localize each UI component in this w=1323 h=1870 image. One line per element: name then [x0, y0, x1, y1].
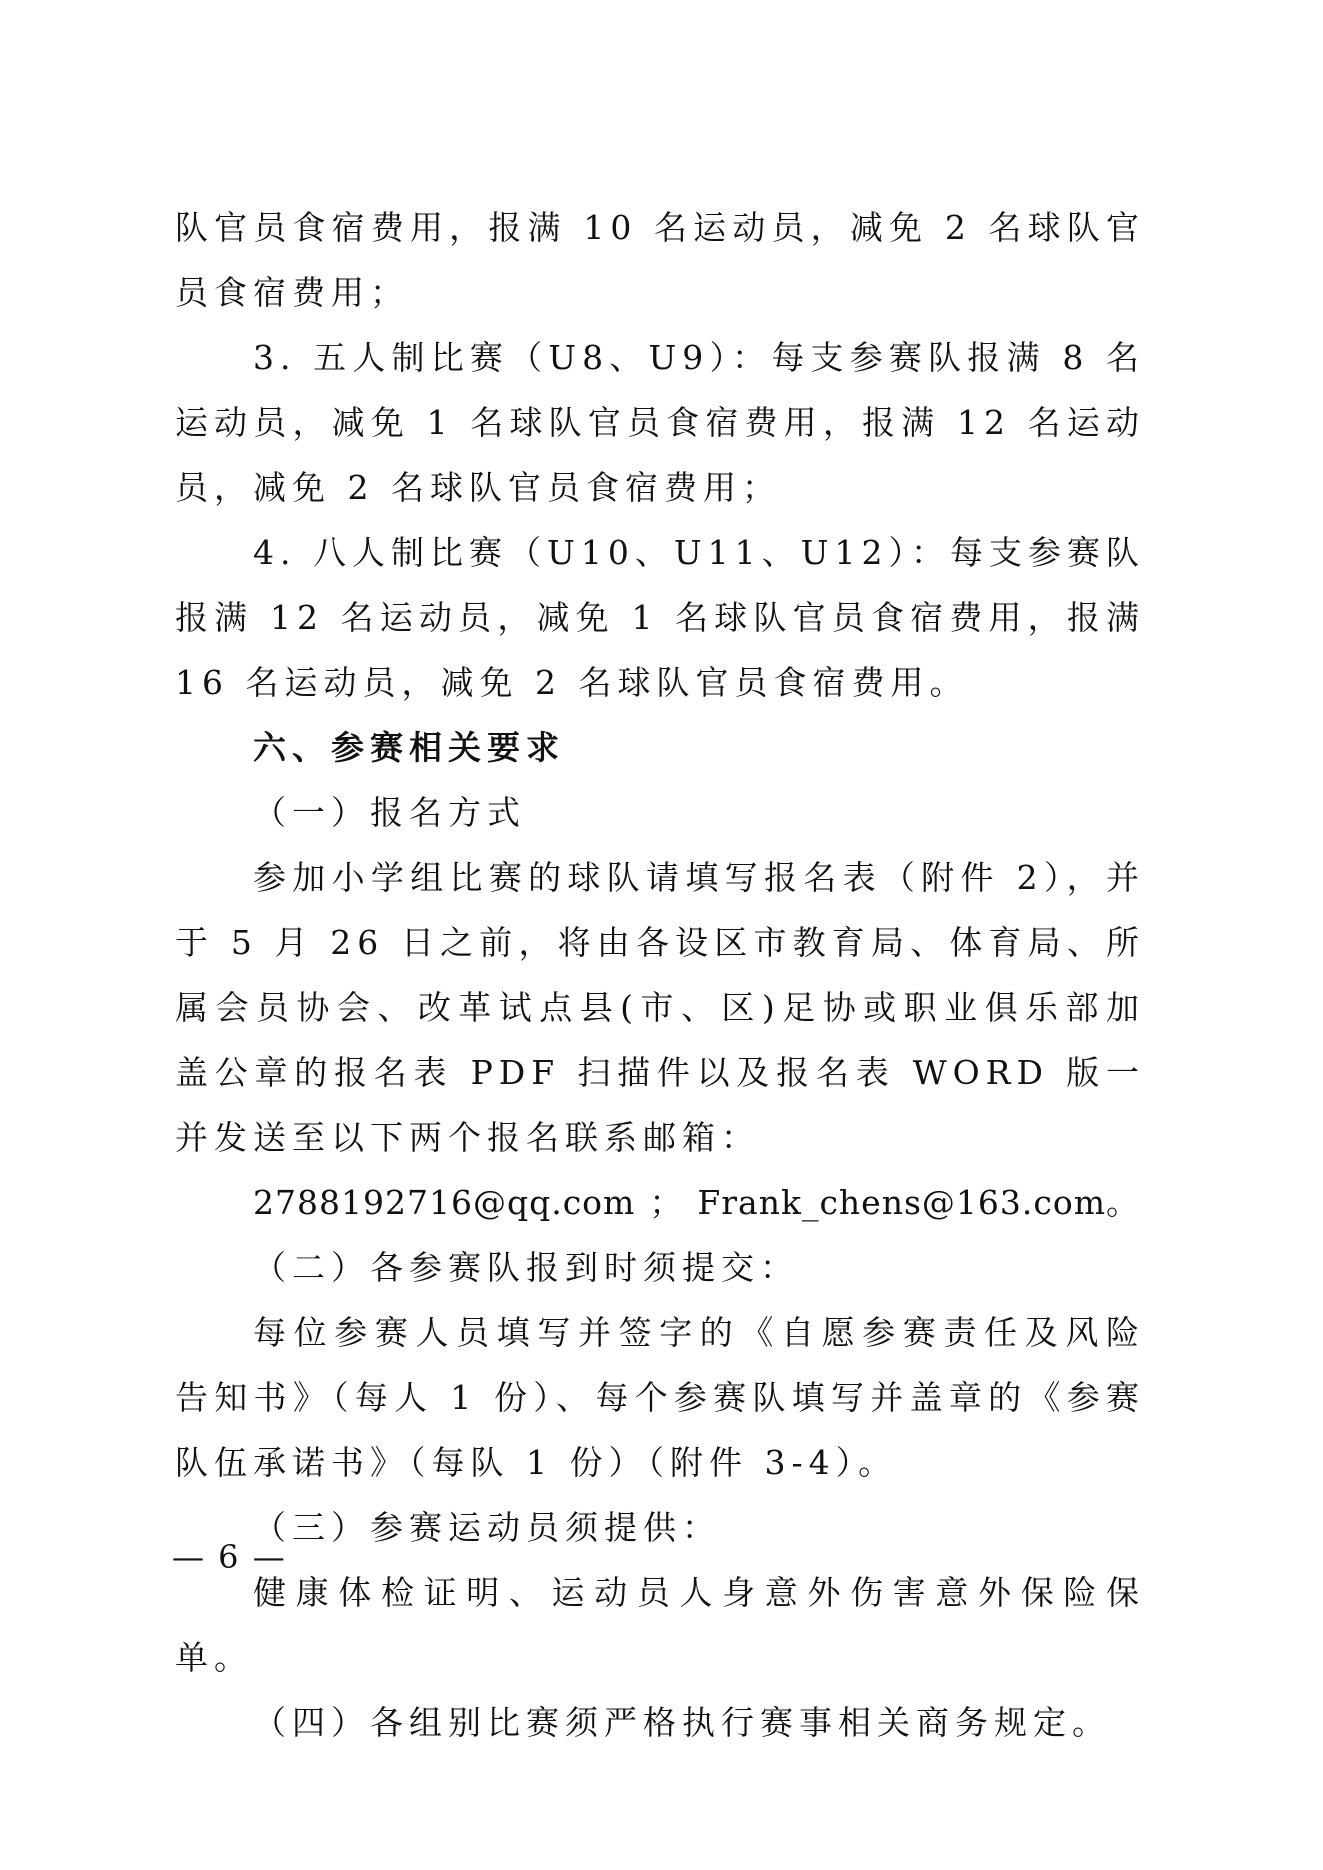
- email-address-2[interactable]: Frank_chens@163.com。: [697, 1183, 1141, 1222]
- paragraph-fee-continued: 队官员食宿费用，报满 10 名运动员，减免 2 名球队官员食宿费用；: [175, 208, 1145, 312]
- page-number: — 6 —: [172, 1538, 287, 1576]
- paragraph-eight-a-side: 4. 八人制比赛（U10、U11、U12）：每支参赛队报满 12 名运动员，减免 1 名球队官员食宿费用，报满 16 名运动员，减免 2 名球队官员食宿费用。: [175, 533, 1145, 702]
- document-body: [175, 195, 1145, 1755]
- email-address-1[interactable]: 2788192716@qq.com: [253, 1183, 636, 1222]
- paragraph-five-a-side: 3. 五人制比赛（U8、U9）：每支参赛队报满 8 名运动员，减免 1 名球队官员食宿费用，报满 12 名运动员，减免 2 名球队官员食宿费用；: [175, 338, 1145, 507]
- paragraph-check-in: 每位参赛人员填写并签字的《自愿参赛责任及风险告知书》（每人 1 份）、每个参赛队填写并盖章的《参赛队伍承诺书》（每队 1 份）（附件 3-4）。: [175, 1313, 1145, 1482]
- email-separator: ；: [649, 1183, 684, 1222]
- paragraph-registration: 参加小学组比赛的球队请填写报名表（附件 2），并于 5 月 26 日之前，将由各设区市教育局、体育局、所属会员协会、改革试点县(市、区)足协或职业俱乐部加盖公章的报名表 PDF 扫描件以及报名表 WORD 版一并发送至以下两个报名联系邮箱：: [175, 858, 1145, 1157]
- subheading-check-in: （二）各参赛队报到时须提交：: [253, 1248, 799, 1287]
- paragraph-athlete-docs: 健康体检证明、运动员人身意外伤害意外保险保单。: [175, 1573, 1145, 1677]
- email-line: [175, 1170, 1145, 1235]
- subheading-registration: （一）报名方式: [253, 793, 526, 832]
- section-heading: 六、参赛相关要求: [253, 728, 565, 767]
- subheading-athlete-docs: （三）参赛运动员须提供：: [253, 1508, 721, 1547]
- subheading-commercial-rules: （四）各组别比赛须严格执行赛事相关商务规定。: [253, 1703, 1111, 1742]
